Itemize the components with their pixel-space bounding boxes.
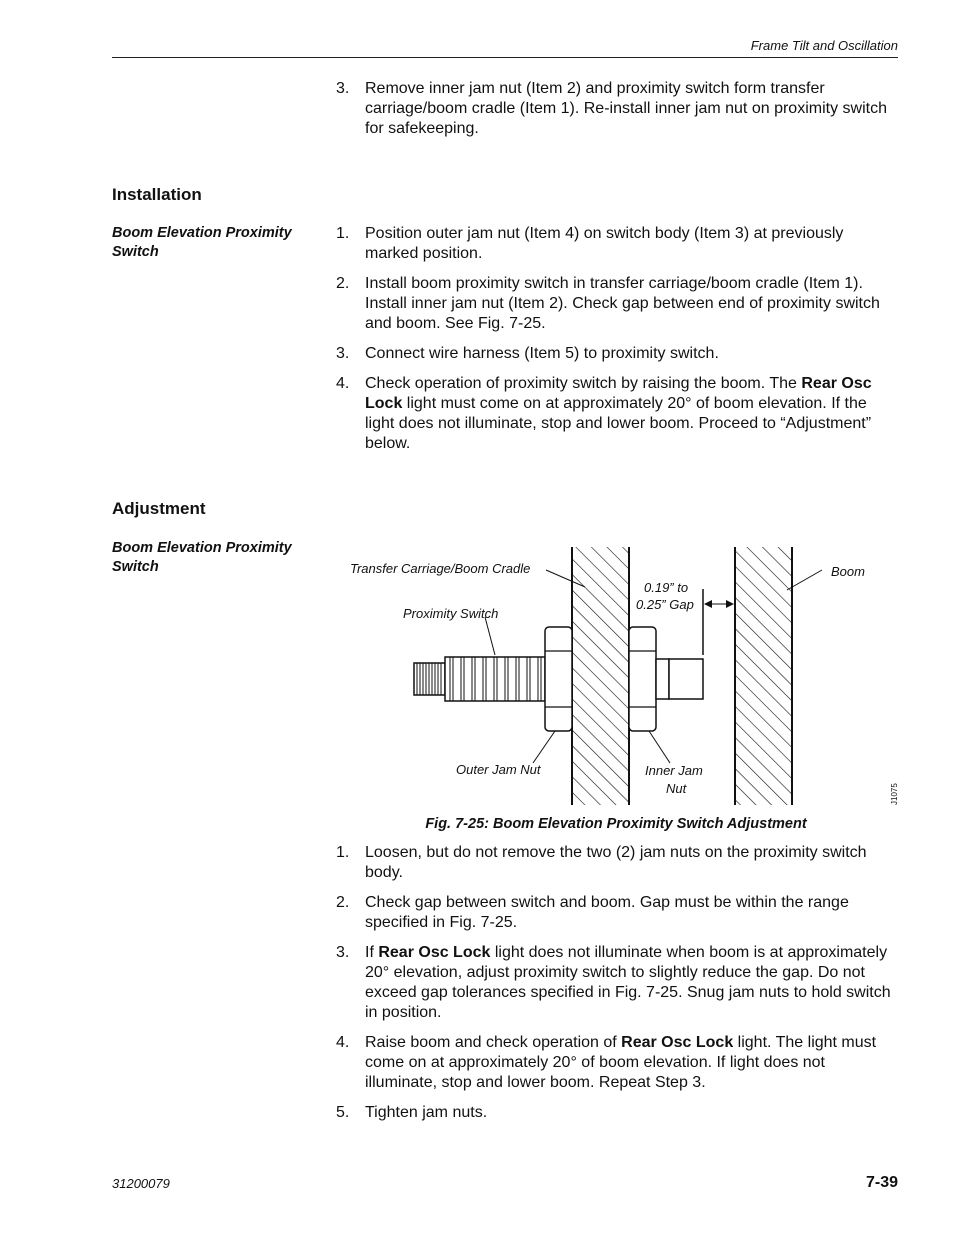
label-boom: Boom xyxy=(831,564,865,579)
proximity-switch-figure xyxy=(340,545,900,807)
list-item xyxy=(336,843,896,883)
step-number: 5. xyxy=(336,1104,350,1121)
step-number: 1. xyxy=(336,225,350,242)
gap-dimension xyxy=(703,589,734,655)
step-text: Loosen, but do not remove the two (2) jam nuts on the proximity switch body. xyxy=(365,844,867,881)
page-number: 7-39 xyxy=(865,1174,898,1191)
label-gap-line2: 0.25” Gap xyxy=(636,597,694,612)
figure-drawing xyxy=(340,545,900,807)
step-text: Position outer jam nut (Item 4) on switch body (Item 3) at previously marked position. xyxy=(365,225,844,262)
step-text: Check operation of proximity switch by raising the boom. The xyxy=(365,375,802,392)
step-number: 2. xyxy=(336,894,350,911)
figure-caption: Fig. 7-25: Boom Elevation Proximity Switch Adjustment xyxy=(425,816,807,832)
step-number: 2. xyxy=(336,275,350,292)
list-item xyxy=(336,274,896,334)
removal-steps xyxy=(336,79,896,149)
list-item xyxy=(336,1033,896,1093)
label-inner-jam-nut-line1: Inner Jam xyxy=(645,763,703,778)
label-cradle: Transfer Carriage/Boom Cradle xyxy=(350,561,531,576)
list-item xyxy=(336,943,896,1023)
adjustment-heading: Adjustment xyxy=(112,499,206,518)
sensor-tip xyxy=(656,659,703,699)
step-text: Raise boom and check operation of xyxy=(365,1034,622,1051)
step-text: Check gap between switch and boom. Gap must be within the range specified in Fig. 7-25. xyxy=(365,894,849,931)
list-item xyxy=(336,224,896,264)
boom-plate xyxy=(735,547,792,805)
step-text: light does not illuminate when boom is at approximately 20° elevation, adjust proximity switch to slightly reduce the gap. Do not exceed gap tolerances specified in Fig. 7-25. Snug jam nuts to hold switch in position. xyxy=(365,944,891,1021)
switch-connector xyxy=(414,663,445,695)
step-number: 3. xyxy=(336,80,350,97)
label-proximity-switch: Proximity Switch xyxy=(403,606,499,621)
label-outer-jam-nut: Outer Jam Nut xyxy=(456,762,541,777)
list-item xyxy=(336,1103,896,1123)
step-text: Tighten jam nuts. xyxy=(365,1104,488,1121)
installation-subheading: Boom Elevation Proximity Switch xyxy=(112,225,292,260)
step-emphasis: Rear Osc Lock xyxy=(365,375,872,412)
label-inner-jam-nut-line2: Nut xyxy=(666,781,687,796)
header-divider xyxy=(112,57,898,58)
list-item xyxy=(336,79,896,139)
step-number: 1. xyxy=(336,844,350,861)
list-item xyxy=(336,893,896,933)
inner-jam-nut xyxy=(629,627,656,731)
document-number: 31200079 xyxy=(112,1176,170,1191)
step-text: Remove inner jam nut (Item 2) and proximity switch form transfer carriage/boom cradle (Item 1). Re-install inner jam nut on proximity switch for safekeeping. xyxy=(365,80,887,137)
step-number: 3. xyxy=(336,944,350,961)
installation-heading: Installation xyxy=(112,185,202,204)
outer-jam-nut xyxy=(545,627,572,731)
installation-steps xyxy=(336,224,896,464)
step-text: Install boom proximity switch in transfer carriage/boom cradle (Item 1). Install inner jam nut (Item 2). Check gap between end of proximity switch and boom. See Fig. 7-25. xyxy=(365,275,880,332)
step-number: 4. xyxy=(336,1034,350,1051)
figure-code: J1075 xyxy=(890,783,899,805)
label-gap-line1: 0.19” to xyxy=(644,580,689,595)
list-item xyxy=(336,374,896,454)
step-emphasis: Rear Osc Lock xyxy=(378,944,491,961)
step-number: 4. xyxy=(336,375,350,392)
running-header: Frame Tilt and Oscillation xyxy=(750,38,898,53)
step-number: 3. xyxy=(336,345,350,362)
cradle-plate xyxy=(572,547,629,805)
step-text: If xyxy=(365,944,379,961)
list-item xyxy=(336,344,896,364)
switch-body xyxy=(445,657,545,701)
step-text: light. The light must come on at approximately 20° of boom elevation. If light does not illuminate, stop and lower boom. Repeat Step 3. xyxy=(365,1034,877,1091)
step-text: light must come on at approximately 20° of boom elevation. If the light does not illuminate, stop and lower boom. Proceed to “Adjustment” below. xyxy=(365,395,872,452)
step-emphasis: Rear Osc Lock xyxy=(621,1034,734,1051)
adjustment-steps xyxy=(336,843,896,1133)
step-text: Connect wire harness (Item 5) to proximity switch. xyxy=(365,345,719,362)
adjustment-subheading: Boom Elevation Proximity Switch xyxy=(112,540,292,575)
